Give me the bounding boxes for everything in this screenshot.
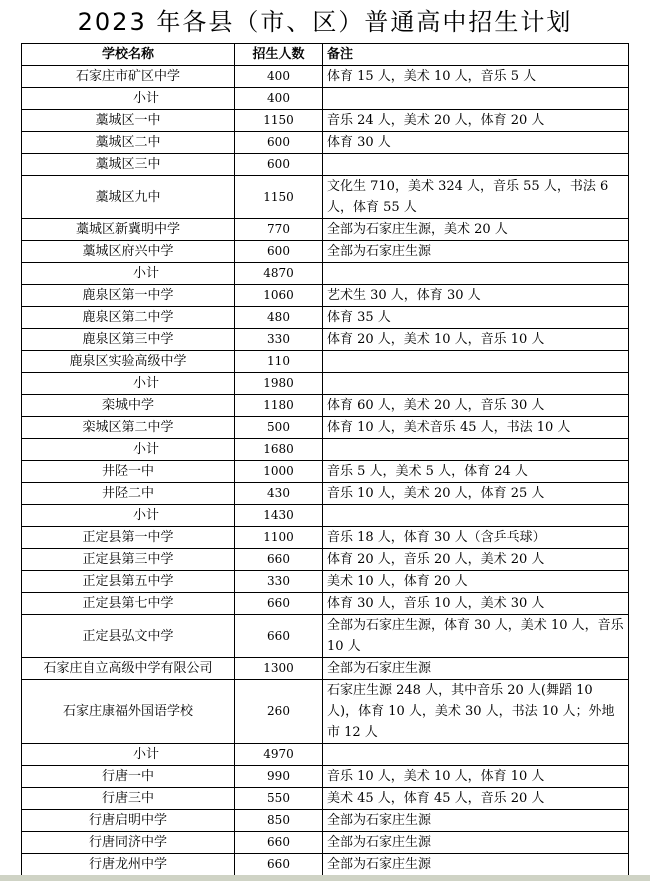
note-cell: 体育 20 人，美术 10 人，音乐 10 人 — [323, 329, 629, 351]
note-cell — [323, 88, 629, 110]
note-cell: 美术 45 人，体育 45 人，音乐 20 人 — [323, 788, 629, 810]
table-header-row — [22, 44, 629, 66]
table-row — [22, 483, 629, 505]
school-name-cell: 正定县第三中学 — [22, 549, 235, 571]
enrollment-count-cell: 1100 — [235, 527, 323, 549]
table-row — [22, 176, 629, 219]
school-name-cell: 藁城区二中 — [22, 132, 235, 154]
note-cell — [323, 744, 629, 766]
enrollment-count-cell: 330 — [235, 329, 323, 351]
note-cell: 美术 10 人，体育 20 人 — [323, 571, 629, 593]
enrollment-count-cell: 1300 — [235, 658, 323, 680]
school-name-cell: 鹿泉区实验高级中学 — [22, 351, 235, 373]
table-row — [22, 285, 629, 307]
enrollment-plan-table — [21, 43, 629, 876]
table-row — [22, 810, 629, 832]
table-row — [22, 571, 629, 593]
enrollment-count-cell: 260 — [235, 680, 323, 744]
table-row — [22, 788, 629, 810]
column-header-count: 招生人数 — [235, 44, 323, 66]
enrollment-count-cell: 480 — [235, 307, 323, 329]
school-name-cell: 行唐启明中学 — [22, 810, 235, 832]
table-row — [22, 132, 629, 154]
column-header-note: 备注 — [323, 44, 629, 66]
note-cell: 体育 30 人，音乐 10 人，美术 30 人 — [323, 593, 629, 615]
school-name-cell: 石家庄市矿区中学 — [22, 66, 235, 88]
school-name-cell: 小计 — [22, 439, 235, 461]
note-cell: 文化生 710，美术 324 人，音乐 55 人，书法 6 人，体育 55 人 — [323, 176, 629, 219]
school-name-cell: 藁城区府兴中学 — [22, 241, 235, 263]
school-name-cell: 藁城区一中 — [22, 110, 235, 132]
table-row — [22, 766, 629, 788]
school-name-cell: 小计 — [22, 505, 235, 527]
subtotal-row — [22, 373, 629, 395]
school-name-cell: 栾城区第二中学 — [22, 417, 235, 439]
table-body — [22, 66, 629, 876]
note-cell: 艺术生 30 人，体育 30 人 — [323, 285, 629, 307]
enrollment-count-cell: 110 — [235, 351, 323, 373]
subtotal-row — [22, 439, 629, 461]
note-cell: 体育 60 人，美术 20 人，音乐 30 人 — [323, 395, 629, 417]
enrollment-count-cell: 400 — [235, 66, 323, 88]
table-row — [22, 417, 629, 439]
school-name-cell: 小计 — [22, 263, 235, 285]
enrollment-count-cell: 770 — [235, 219, 323, 241]
enrollment-count-cell: 1150 — [235, 110, 323, 132]
enrollment-count-cell: 990 — [235, 766, 323, 788]
enrollment-count-cell: 1000 — [235, 461, 323, 483]
table-row — [22, 854, 629, 876]
enrollment-count-cell: 1430 — [235, 505, 323, 527]
school-name-cell: 行唐三中 — [22, 788, 235, 810]
school-name-cell: 井陉一中 — [22, 461, 235, 483]
school-name-cell: 栾城中学 — [22, 395, 235, 417]
enrollment-count-cell: 660 — [235, 615, 323, 658]
note-cell — [323, 373, 629, 395]
school-name-cell: 藁城区三中 — [22, 154, 235, 176]
enrollment-count-cell: 660 — [235, 593, 323, 615]
note-cell: 石家庄生源 248 人，其中音乐 20 人(舞蹈 10 人)，体育 10 人，美术 30 人，书法 10 人；外地市 12 人 — [323, 680, 629, 744]
enrollment-count-cell: 660 — [235, 549, 323, 571]
enrollment-count-cell: 1680 — [235, 439, 323, 461]
table-row — [22, 329, 629, 351]
note-cell: 音乐 18 人，体育 30 人（含乒乓球） — [323, 527, 629, 549]
enrollment-count-cell: 500 — [235, 417, 323, 439]
enrollment-count-cell: 430 — [235, 483, 323, 505]
school-name-cell: 行唐同济中学 — [22, 832, 235, 854]
note-cell: 体育 30 人 — [323, 132, 629, 154]
school-name-cell: 藁城区新冀明中学 — [22, 219, 235, 241]
note-cell: 全部为石家庄生源，美术 20 人 — [323, 219, 629, 241]
enrollment-count-cell: 550 — [235, 788, 323, 810]
subtotal-row — [22, 505, 629, 527]
school-name-cell: 藁城区九中 — [22, 176, 235, 219]
note-cell — [323, 351, 629, 373]
subtotal-row — [22, 744, 629, 766]
note-cell — [323, 154, 629, 176]
school-name-cell: 正定县弘文中学 — [22, 615, 235, 658]
enrollment-count-cell: 850 — [235, 810, 323, 832]
page-title: 2023 年各县（市、区）普通高中招生计划 — [77, 8, 573, 36]
table-row — [22, 351, 629, 373]
table-row — [22, 66, 629, 88]
school-name-cell: 小计 — [22, 373, 235, 395]
school-name-cell: 鹿泉区第一中学 — [22, 285, 235, 307]
enrollment-count-cell: 1980 — [235, 373, 323, 395]
subtotal-row — [22, 88, 629, 110]
table-row — [22, 219, 629, 241]
table-row — [22, 395, 629, 417]
table-row — [22, 680, 629, 744]
enrollment-count-cell: 1150 — [235, 176, 323, 219]
enrollment-count-cell: 600 — [235, 154, 323, 176]
note-cell: 音乐 10 人，美术 20 人，体育 25 人 — [323, 483, 629, 505]
bottom-edge-bar — [0, 875, 650, 881]
table-row — [22, 110, 629, 132]
table-row — [22, 307, 629, 329]
school-name-cell: 行唐龙州中学 — [22, 854, 235, 876]
note-cell: 全部为石家庄生源 — [323, 241, 629, 263]
school-name-cell: 正定县第一中学 — [22, 527, 235, 549]
note-cell: 全部为石家庄生源 — [323, 854, 629, 876]
note-cell: 全部为石家庄生源，体育 30 人，美术 10 人，音乐 10 人 — [323, 615, 629, 658]
school-name-cell: 鹿泉区第三中学 — [22, 329, 235, 351]
school-name-cell: 正定县第七中学 — [22, 593, 235, 615]
table-row — [22, 549, 629, 571]
school-name-cell: 石家庄自立高级中学有限公司 — [22, 658, 235, 680]
table-row — [22, 461, 629, 483]
column-header-school: 学校名称 — [22, 44, 235, 66]
school-name-cell: 正定县第五中学 — [22, 571, 235, 593]
school-name-cell: 石家庄康福外国语学校 — [22, 680, 235, 744]
school-name-cell: 小计 — [22, 744, 235, 766]
note-cell — [323, 505, 629, 527]
enrollment-count-cell: 660 — [235, 832, 323, 854]
enrollment-count-cell: 330 — [235, 571, 323, 593]
table-row — [22, 593, 629, 615]
school-name-cell: 井陉二中 — [22, 483, 235, 505]
table-row — [22, 832, 629, 854]
enrollment-count-cell: 1060 — [235, 285, 323, 307]
enrollment-count-cell: 4970 — [235, 744, 323, 766]
enrollment-count-cell: 600 — [235, 132, 323, 154]
school-name-cell: 鹿泉区第二中学 — [22, 307, 235, 329]
note-cell: 体育 20 人，音乐 20 人，美术 20 人 — [323, 549, 629, 571]
note-cell: 体育 35 人 — [323, 307, 629, 329]
enrollment-count-cell: 600 — [235, 241, 323, 263]
table-row — [22, 241, 629, 263]
note-cell: 全部为石家庄生源 — [323, 832, 629, 854]
note-cell: 体育 10 人，美术音乐 45 人，书法 10 人 — [323, 417, 629, 439]
school-name-cell: 小计 — [22, 88, 235, 110]
note-cell: 音乐 24 人，美术 20 人，体育 20 人 — [323, 110, 629, 132]
note-cell: 全部为石家庄生源 — [323, 810, 629, 832]
note-cell: 全部为石家庄生源 — [323, 658, 629, 680]
table-row — [22, 154, 629, 176]
enrollment-count-cell: 400 — [235, 88, 323, 110]
enrollment-count-cell: 4870 — [235, 263, 323, 285]
note-cell — [323, 439, 629, 461]
subtotal-row — [22, 263, 629, 285]
note-cell: 音乐 10 人，美术 10 人，体育 10 人 — [323, 766, 629, 788]
enrollment-count-cell: 660 — [235, 854, 323, 876]
table-row — [22, 658, 629, 680]
table-row — [22, 615, 629, 658]
note-cell — [323, 263, 629, 285]
table-row — [22, 527, 629, 549]
enrollment-count-cell: 1180 — [235, 395, 323, 417]
note-cell: 体育 15 人，美术 10 人，音乐 5 人 — [323, 66, 629, 88]
note-cell: 音乐 5 人，美术 5 人，体育 24 人 — [323, 461, 629, 483]
school-name-cell: 行唐一中 — [22, 766, 235, 788]
